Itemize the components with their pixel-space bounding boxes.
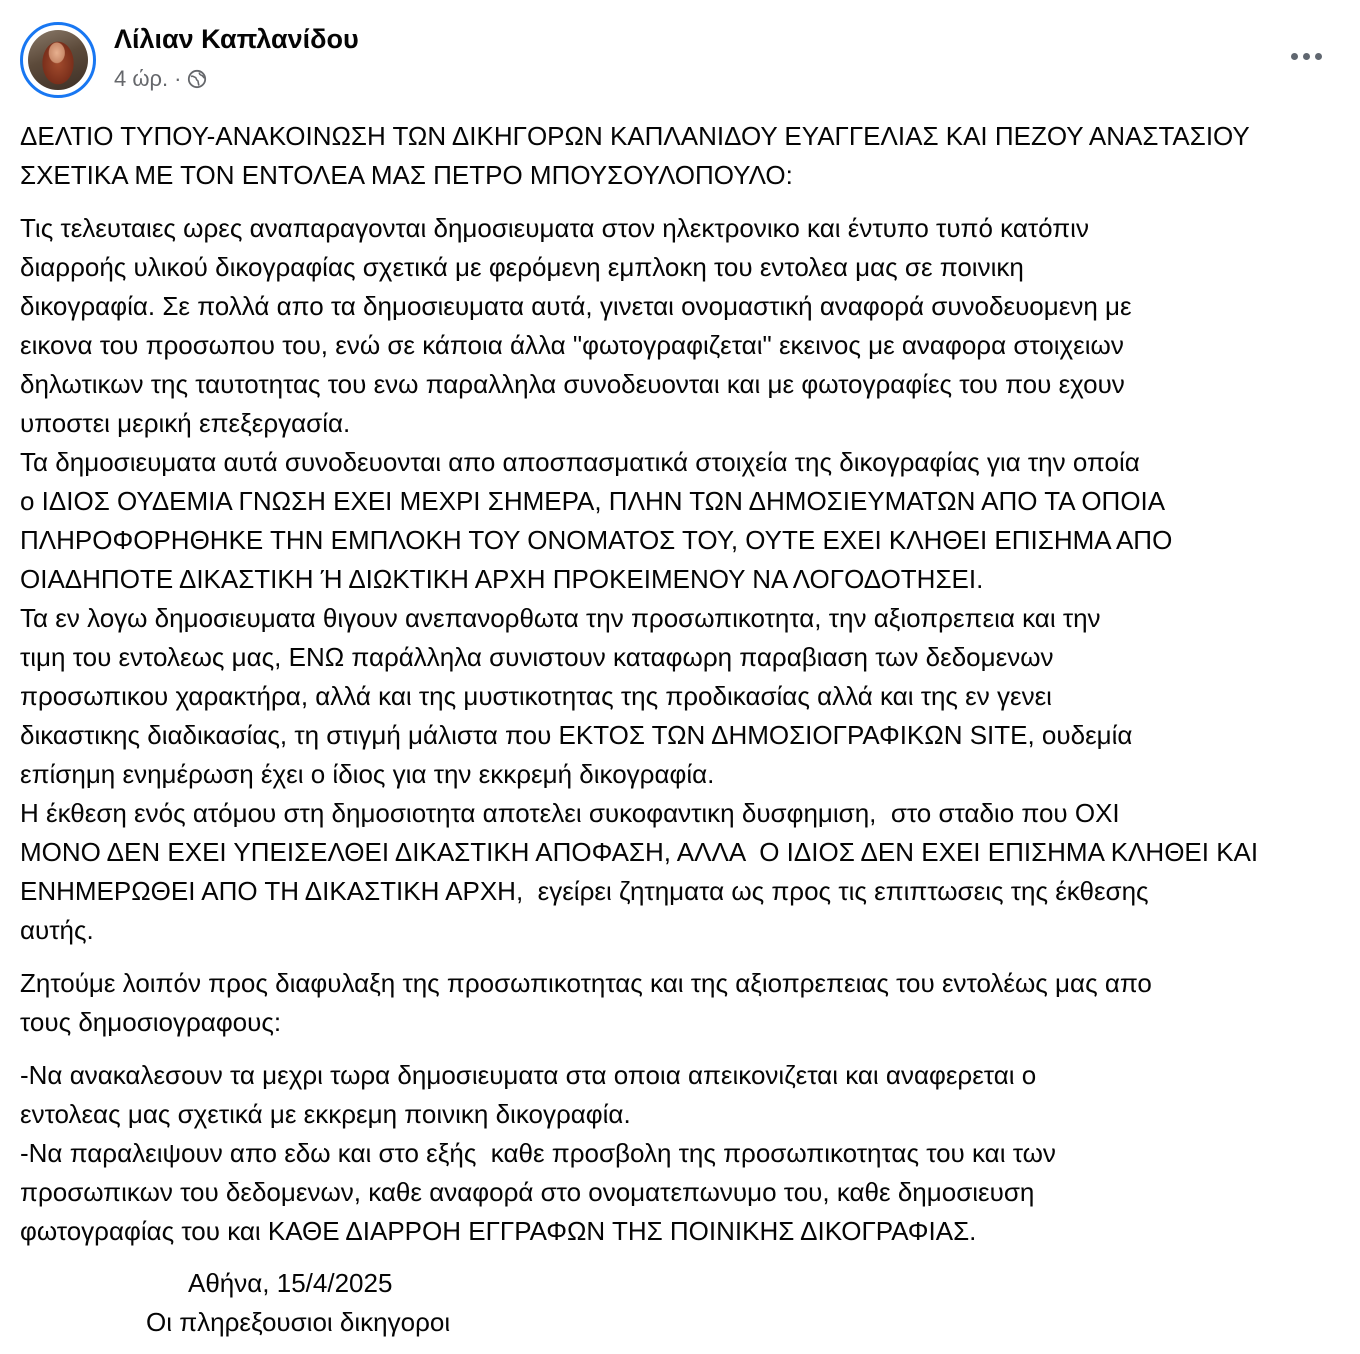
- text-line: Τα δημοσιευματα αυτά συνοδευονται απο αποσπασματικά στοιχεία της δικογραφίας για την οποία: [20, 447, 1140, 477]
- text-line: Η έκθεση ενός ατόμου στη δημοσιοτητα αποτελει συκοφαντικη δυσφημιση, στο σταδιο που ΟΧΙ: [20, 798, 1120, 828]
- signature-date: Αθήνα, 15/4/2025: [188, 1268, 393, 1298]
- post-paragraph: [20, 964, 1346, 1042]
- avatar[interactable]: [20, 22, 96, 98]
- text-line: τους δημοσιογραφους:: [20, 1007, 282, 1037]
- text-line: δικογραφία. Σε πολλά απο τα δημοσιευματα αυτά, γινεται ονομαστική αναφορά συνοδευομενη με: [20, 291, 1132, 321]
- text-line: ΔΕΛΤΙΟ ΤΥΠΟΥ-ΑΝΑΚΟΙΝΩΣΗ ΤΩΝ ΔΙΚΗΓΟΡΩΝ ΚΑΠΛΑΝΙΔΟΥ ΕΥΑΓΓΕΛΙΑΣ ΚΑΙ ΠΕΖΟΥ ΑΝΑΣΤΑΣΙΟΥ: [20, 121, 1250, 151]
- text-line: εικονα του προσωπου του, ενώ σε κάποια άλλα "φωτογραφιζεται" εκεινος με αναφορα στοιχειων: [20, 330, 1124, 360]
- avatar-image: [28, 30, 88, 90]
- text-line: ο ΙΔΙΟΣ ΟΥΔΕΜΙΑ ΓΝΩΣΗ ΕΧΕΙ ΜΕΧΡΙ ΣΗΜΕΡΑ, ΠΛΗΝ ΤΩΝ ΔΗΜΟΣΙΕΥΜΑΤΩΝ ΑΠΟ ΤΑ ΟΠΟΙΑ: [20, 486, 1166, 516]
- text-line: ΜΟΝΟ ΔΕΝ ΕΧΕΙ ΥΠΕΙΣΕΛΘΕΙ ΔΙΚΑΣΤΙΚΗ ΑΠΟΦΑΣΗ, ΑΛΛΑ Ο ΙΔΙΟΣ ΔΕΝ ΕΧΕΙ ΕΠΙΣΗΜΑ ΚΛΗΘΕΙ ΚΑΙ: [20, 837, 1259, 867]
- author-name[interactable]: Λίλιαν Καπλανίδου: [114, 24, 359, 54]
- post-paragraph: [20, 209, 1346, 950]
- post-meta: [114, 66, 207, 92]
- text-line: ΟΙΑΔΗΠΟΤΕ ΔΙΚΑΣΤΙΚΗ Ή ΔΙΩΚΤΙΚΗ ΑΡΧΗ ΠΡΟΚΕΙΜΕΝΟΥ ΝΑ ΛΟΓΟΔΟΤΗΣΕΙ.: [20, 564, 984, 594]
- text-line: Τις τελευταιες ωρες αναπαραγονται δημοσιευματα στον ηλεκτρονικο και έντυπο τυπό κατόπιν: [20, 213, 1089, 243]
- more-options-icon: [1291, 53, 1298, 60]
- text-line: τιμη του εντολεως μας, ΕΝΩ παράλληλα συνιστουν καταφωρη παραβιαση των δεδομενων: [20, 642, 1054, 672]
- text-line: επίσημη ενημέρωση έχει ο ίδιος για την εκκρεμή δικογραφία.: [20, 759, 715, 789]
- text-line: διαρροής υλικού δικογραφίας σχετικά με φερόμενη εμπλοκη του εντολεα μας σε ποινικη: [20, 252, 1024, 282]
- text-line: δηλωτικων της ταυτοτητας του ενω παραλληλα συνοδευονται και με φωτογραφίες του που εχουν: [20, 369, 1125, 399]
- post-paragraph: [20, 1056, 1346, 1251]
- text-line: -Να ανακαλεσουν τα μεχρι τωρα δημοσιευματα στα οποια απεικονιζεται και αναφερεται ο: [20, 1060, 1037, 1090]
- post-time[interactable]: 4 ώρ.: [114, 66, 169, 91]
- text-line: ΕΝΗΜΕΡΩΘΕΙ ΑΠΟ ΤΗ ΔΙΚΑΣΤΙΚΗ ΑΡΧΗ, εγείρει ζητηματα ως προς τις επιπτωσεις της έκθεσης: [20, 876, 1149, 906]
- text-line: προσωπικων του δεδομενων, καθε αναφορά στο ονοματεπωνυμο του, καθε δημοσιευση: [20, 1177, 1035, 1207]
- text-line: Ζητούμε λοιπόν προς διαφυλαξη της προσωπικοτητας και της αξιοπρεπειας του εντολέως μας απο: [20, 968, 1152, 998]
- text-line: εντολεας μας σχετικά με εκκρεμη ποινικη δικογραφία.: [20, 1099, 631, 1129]
- text-line: φωτογραφίας του και ΚΑΘΕ ΔΙΑΡΡΟΗ ΕΓΓΡΑΦΩΝ ΤΗΣ ΠΟΙΝΙΚΗΣ ΔΙΚΟΓΡΑΦΙΑΣ.: [20, 1216, 977, 1246]
- meta-separator: ·: [174, 66, 182, 91]
- post-body: [20, 117, 1346, 1265]
- globe-icon[interactable]: [187, 69, 207, 89]
- text-line: ΠΛΗΡΟΦΟΡΗΘΗΚΕ ΤΗΝ ΕΜΠΛΟΚΗ ΤΟΥ ΟΝΟΜΑΤΟΣ ΤΟΥ, ΟΥΤΕ ΕΧΕΙ ΚΛΗΘΕΙ ΕΠΙΣΗΜΑ ΑΠΟ: [20, 525, 1173, 555]
- text-line: προσωπικου χαρακτήρα, αλλά και της μυστικοτητας της προδικασίας αλλά και της εν γενει: [20, 681, 1052, 711]
- post-paragraph: [20, 117, 1346, 195]
- text-line: -Να παραλειψουν απο εδω και στο εξής καθε προσβολη της προσωπικοτητας του και των: [20, 1138, 1056, 1168]
- text-line: αυτής.: [20, 915, 94, 945]
- post-header: [20, 22, 1340, 102]
- signature-signers: Οι πληρεξουσιοι δικηγοροι: [146, 1307, 451, 1337]
- text-line: Τα εν λογω δημοσιευματα θιγουν ανεπανορθωτα την προσωπικοτητα, την αξιοπρεπεια και την: [20, 603, 1101, 633]
- text-line: ΣΧΕΤΙΚΑ ΜΕ ΤΟΝ ΕΝΤΟΛΕΑ ΜΑΣ ΠΕΤΡΟ ΜΠΟΥΣΟΥΛΟΠΟΥΛΟ:: [20, 160, 793, 190]
- text-line: υποστει μερική επεξεργασία.: [20, 408, 351, 438]
- more-options-button[interactable]: [1286, 44, 1326, 68]
- text-line: δικαστικης διαδικασίας, τη στιγμή μάλιστα που ΕΚΤΟΣ ΤΩΝ ΔΗΜΟΣΙΟΓΡΑΦΙΚΩΝ SITE, ουδεμία: [20, 720, 1133, 750]
